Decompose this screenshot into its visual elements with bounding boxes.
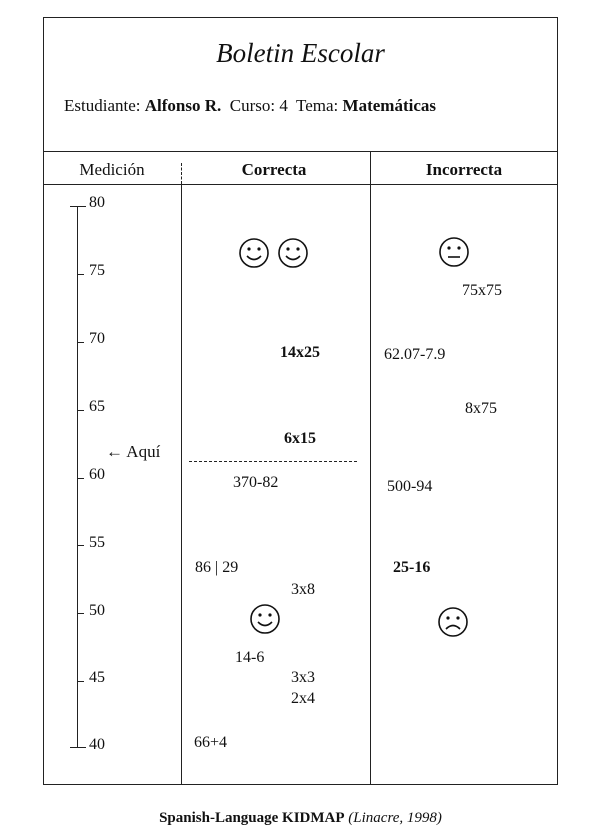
column-divider-dashed [181, 163, 182, 184]
tick-label-65: 65 [89, 398, 105, 415]
column-header-divider [44, 184, 557, 185]
column-divider-right [370, 151, 371, 784]
correct-item: 66+4 [194, 734, 228, 751]
smiley-icon [238, 237, 270, 269]
neutral-face-icon [438, 236, 470, 268]
tick-label-55: 55 [89, 534, 105, 551]
correct-item: 14-6 [235, 649, 265, 666]
student-info [64, 96, 436, 116]
caption-title: Spanish-Language KIDMAP [159, 810, 345, 826]
correct-item: 370-82 [233, 474, 279, 491]
here-marker: ← Aquí [106, 442, 161, 461]
measure-scale [77, 206, 78, 748]
ability-level-line [189, 461, 357, 462]
grade-label: Curso: 4 [229, 96, 288, 115]
column-incorrect: Incorrecta [425, 160, 503, 179]
scale-tick [77, 545, 84, 546]
tick-label-40: 40 [89, 736, 105, 753]
report-card [43, 17, 558, 785]
topic-label: Tema: [296, 96, 339, 115]
scale-tick [77, 410, 84, 411]
tick-label-50: 50 [89, 602, 105, 619]
scale-tick [77, 613, 84, 614]
correct-item: 86 | 29 [195, 559, 239, 576]
tick-label-60: 60 [89, 466, 105, 483]
smiley-icon [249, 603, 281, 635]
incorrect-item: 25-16 [393, 559, 431, 576]
correct-item: 6x15 [284, 430, 316, 447]
incorrect-item: 8x75 [465, 400, 497, 417]
column-divider-left [181, 184, 182, 784]
student-name: Alfonso R. [144, 96, 222, 115]
scale-tick [77, 342, 84, 343]
incorrect-item: 62.07-7.9 [384, 346, 446, 363]
scale-top-cap [70, 206, 86, 207]
tick-label-70: 70 [89, 330, 105, 347]
tick-label-75: 75 [89, 262, 105, 279]
column-measure: Medición [79, 160, 145, 179]
figure-caption [0, 810, 601, 827]
scale-bottom-cap [70, 747, 86, 748]
scale-tick [77, 478, 84, 479]
incorrect-item: 500-94 [387, 478, 433, 495]
tick-label-45: 45 [89, 669, 105, 686]
header-divider [44, 151, 557, 152]
correct-item: 14x25 [280, 344, 320, 361]
scale-tick [77, 274, 84, 275]
caption-citation: (Linacre, 1998) [348, 810, 442, 826]
frowning-face-icon [437, 606, 469, 638]
correct-item: 2x4 [291, 690, 315, 707]
column-correct: Correcta [241, 160, 307, 179]
correct-item: 3x3 [291, 669, 315, 686]
correct-item: 3x8 [291, 581, 315, 598]
report-title: Boletin Escolar [216, 38, 385, 68]
scale-tick [77, 681, 84, 682]
tick-label-80: 80 [89, 194, 105, 211]
topic-value: Matemáticas [342, 96, 436, 115]
smiley-icon [277, 237, 309, 269]
student-label: Estudiante: [64, 96, 141, 115]
incorrect-item: 75x75 [462, 282, 502, 299]
